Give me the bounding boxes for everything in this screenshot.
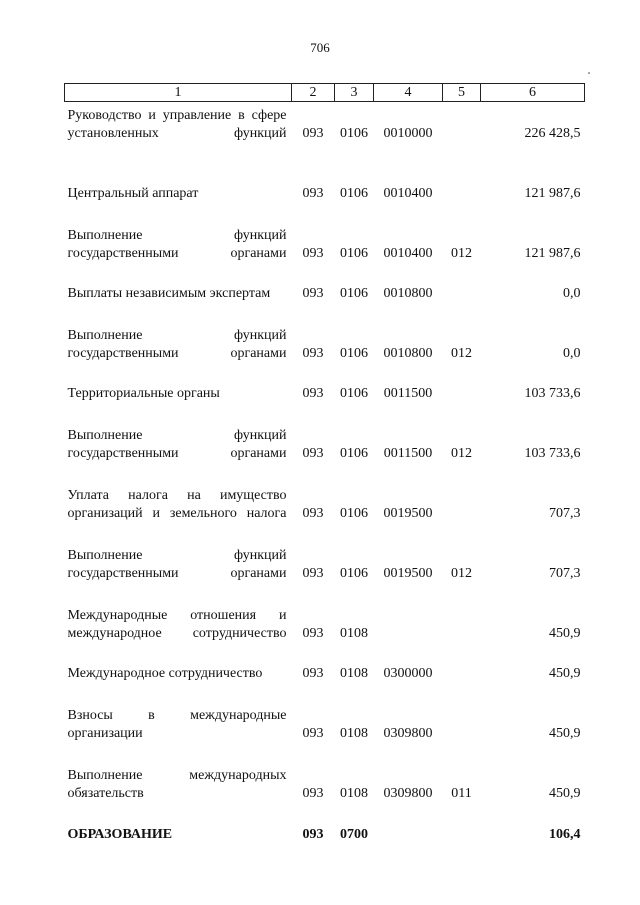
table-row — [65, 102, 585, 143]
cell-gr: 093 — [302, 725, 324, 741]
cell-vr — [443, 363, 481, 403]
cell-vr — [443, 683, 481, 743]
cell-cs: 0011500 — [383, 385, 433, 401]
cell-rz: 0106 — [340, 445, 368, 461]
cell-cs: 0309800 — [383, 785, 433, 801]
table-row — [65, 643, 585, 683]
cell-rz: 0700 — [340, 826, 368, 842]
cell-cs: 0300000 — [383, 665, 433, 681]
cell-name: Руководство и управление в сфере установленных функций — [67, 107, 287, 141]
cell-rz: 0108 — [340, 625, 368, 641]
header-col-1: 1 — [65, 84, 292, 102]
table-row — [65, 683, 585, 743]
cell-rz: 0106 — [340, 285, 368, 301]
cell-gr: 093 — [302, 285, 324, 301]
table-row — [65, 143, 585, 203]
cell-gr: 093 — [302, 565, 324, 581]
cell-name: Выполнение функций государственными органами — [67, 327, 287, 361]
header-row — [65, 84, 585, 102]
cell-cs: 0011500 — [383, 445, 433, 461]
cell-gr: 093 — [302, 245, 324, 261]
cell-vr: 012 — [451, 565, 472, 581]
cell-amount: 103 733,6 — [524, 385, 581, 401]
cell-amount: 707,3 — [549, 505, 581, 521]
cell-amount: 450,9 — [549, 725, 581, 741]
cell-amount: 0,0 — [563, 345, 581, 361]
budget-table — [64, 83, 585, 844]
cell-name: Выплаты независимым экспертам — [67, 285, 271, 301]
cell-cs: 0309800 — [383, 725, 433, 741]
cell-vr: 011 — [451, 785, 472, 801]
cell-rz: 0106 — [340, 505, 368, 521]
table-row — [65, 203, 585, 263]
cell-name: Взносы в международные организации — [67, 707, 287, 741]
cell-amount: 450,9 — [549, 625, 581, 641]
cell-rz: 0108 — [340, 785, 368, 801]
cell-gr: 093 — [302, 505, 324, 521]
header-col-4: 4 — [374, 84, 443, 102]
cell-cs: 0010400 — [383, 185, 433, 201]
cell-vr: 012 — [451, 345, 472, 361]
cell-vr — [443, 463, 481, 523]
header-col-5: 5 — [443, 84, 481, 102]
cell-cs: 0010400 — [383, 245, 433, 261]
table-row — [65, 523, 585, 583]
table-row — [65, 263, 585, 303]
cell-cs: 0019500 — [383, 505, 433, 521]
cell-name: Выполнение функций государственными органами — [67, 547, 287, 581]
cell-rz: 0106 — [340, 565, 368, 581]
budget-table-container — [64, 83, 584, 844]
cell-vr — [443, 263, 481, 303]
cell-cs — [374, 803, 443, 844]
header-col-6: 6 — [481, 84, 585, 102]
cell-gr: 093 — [302, 185, 324, 201]
cell-gr: 093 — [302, 385, 324, 401]
cell-name: Выполнение функций государственными органами — [67, 227, 287, 261]
cell-gr: 093 — [302, 785, 324, 801]
cell-gr: 093 — [302, 826, 324, 842]
page-number: 706 — [310, 40, 330, 55]
cell-cs: 0010800 — [383, 345, 433, 361]
cell-name: Выполнение функций государственными органами — [67, 427, 287, 461]
cell-gr: 093 — [302, 345, 324, 361]
header-col-2: 2 — [292, 84, 335, 102]
cell-rz: 0106 — [340, 385, 368, 401]
table-row — [65, 303, 585, 363]
cell-name: Выполнение международных обязательств — [67, 767, 287, 801]
cell-amount: 450,9 — [549, 785, 581, 801]
cell-gr: 093 — [302, 665, 324, 681]
cell-rz: 0108 — [340, 665, 368, 681]
cell-rz: 0106 — [340, 185, 368, 201]
cell-name: ОБРАЗОВАНИЕ — [67, 826, 173, 842]
cell-vr — [443, 143, 481, 203]
table-row — [65, 743, 585, 803]
cell-rz: 0106 — [340, 125, 368, 141]
table-header — [65, 84, 585, 102]
cell-amount: 0,0 — [563, 285, 581, 301]
cell-rz: 0106 — [340, 245, 368, 261]
table-row — [65, 363, 585, 403]
cell-vr: 012 — [451, 245, 472, 261]
cell-gr: 093 — [302, 125, 324, 141]
scan-mark — [588, 72, 590, 74]
cell-amount: 226 428,5 — [524, 125, 581, 141]
cell-name: Уплата налога на имущество организаций и земельного налога — [67, 487, 287, 521]
cell-cs: 0010000 — [383, 125, 433, 141]
table-row — [65, 403, 585, 463]
cell-rz: 0108 — [340, 725, 368, 741]
cell-vr: 012 — [451, 445, 472, 461]
cell-amount: 450,9 — [549, 665, 581, 681]
table-row — [65, 583, 585, 643]
cell-amount: 103 733,6 — [524, 445, 581, 461]
cell-gr: 093 — [302, 625, 324, 641]
cell-name: Международное сотрудничество — [67, 665, 263, 681]
table-row — [65, 463, 585, 523]
cell-vr — [443, 643, 481, 683]
cell-vr — [443, 102, 481, 143]
header-col-3: 3 — [335, 84, 374, 102]
cell-rz: 0106 — [340, 345, 368, 361]
cell-cs: 0019500 — [383, 565, 433, 581]
cell-vr — [443, 803, 481, 844]
cell-name: Территориальные органы — [67, 385, 220, 401]
cell-name: Международные отношения и международное сотрудничество — [67, 607, 287, 641]
table-body — [65, 102, 585, 844]
table-row — [65, 803, 585, 844]
cell-vr — [443, 583, 481, 643]
cell-gr: 093 — [302, 445, 324, 461]
cell-cs — [374, 583, 443, 643]
cell-amount: 121 987,6 — [524, 185, 581, 201]
cell-amount: 106,4 — [549, 826, 581, 842]
cell-amount: 121 987,6 — [524, 245, 581, 261]
cell-cs: 0010800 — [383, 285, 433, 301]
cell-amount: 707,3 — [549, 565, 581, 581]
cell-name: Центральный аппарат — [67, 185, 199, 201]
